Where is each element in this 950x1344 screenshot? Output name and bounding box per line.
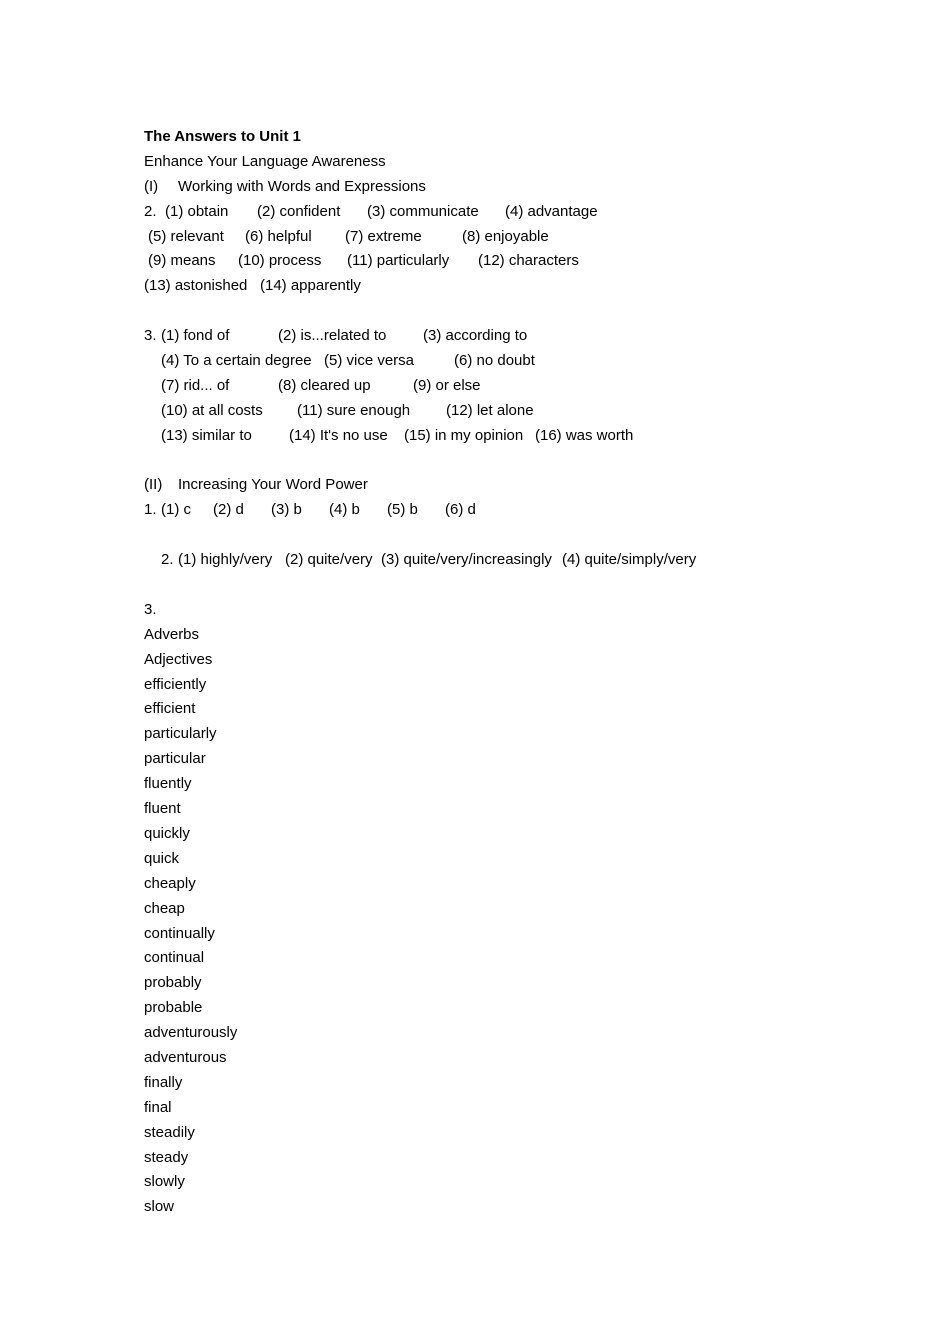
answer-item: (6) helpful xyxy=(245,227,312,245)
part1-q3-row-5 xyxy=(144,424,904,449)
answer-item: (5) b xyxy=(387,501,418,519)
adjectives-header: Adjectives xyxy=(144,650,213,668)
part1-q3-label: 3. xyxy=(144,327,157,345)
word-list-item: quickly xyxy=(144,824,190,842)
answer-item: (3) b xyxy=(271,501,302,519)
word-list-item: cheaply xyxy=(144,874,196,892)
answer-item: (6) no doubt xyxy=(454,352,535,370)
part1-q3-row-1 xyxy=(144,324,904,349)
word-list-item: slow xyxy=(144,1198,175,1216)
part1-q3-row-2 xyxy=(144,349,904,374)
word-list-item: quick xyxy=(144,849,180,867)
spacer xyxy=(144,299,904,324)
spacer xyxy=(144,523,904,548)
answer-item: (3) according to xyxy=(423,327,528,345)
answer-item: (6) d xyxy=(445,501,476,519)
part1-numeral: (I) xyxy=(144,177,159,195)
word-list-item: fluent xyxy=(144,800,181,818)
answer-item: (4) b xyxy=(329,501,360,519)
answer-item: (2) is...related to xyxy=(278,327,387,345)
part1-q2-row-4 xyxy=(144,274,904,299)
document-title: The Answers to Unit 1 xyxy=(144,128,301,145)
answer-item: (5) relevant xyxy=(148,227,224,245)
answer-item: (8) cleared up xyxy=(278,376,371,394)
answer-item: (12) characters xyxy=(478,252,579,270)
word-list-item: efficiently xyxy=(144,675,207,693)
part1-q2-row-2 xyxy=(144,225,904,250)
answer-item: (1) highly/very xyxy=(178,551,273,569)
answer-item: (16) was worth xyxy=(535,426,634,444)
word-list-item: adventurously xyxy=(144,1024,238,1042)
word-list-item: efficient xyxy=(144,700,196,718)
answer-item: (5) vice versa xyxy=(324,352,415,370)
part2-q1-label: 1. xyxy=(144,501,157,519)
adverbs-header: Adverbs xyxy=(144,625,200,643)
part2-title: Increasing Your Word Power xyxy=(178,476,368,494)
answer-item: (1) obtain xyxy=(165,202,229,220)
part1-q3-row-3 xyxy=(144,374,904,399)
part1-q2-row-3 xyxy=(144,249,904,274)
answer-item: (11) sure enough xyxy=(297,401,411,419)
part2-q2-label: 2. xyxy=(161,551,174,569)
document-body xyxy=(144,125,904,1220)
word-list-item: steadily xyxy=(144,1123,195,1141)
answer-item: (10) at all costs xyxy=(161,401,263,419)
answer-item: (1) fond of xyxy=(161,327,230,345)
answer-item: (9) means xyxy=(148,252,216,270)
answer-item: (14) It's no use xyxy=(289,426,388,444)
word-list-item: final xyxy=(144,1098,172,1116)
section-heading: Enhance Your Language Awareness xyxy=(144,152,386,170)
answer-item: (4) To a certain degree xyxy=(161,352,312,370)
word-list-item: probable xyxy=(144,999,203,1017)
part1-q3-row-4 xyxy=(144,399,904,424)
part2-q1-row xyxy=(144,498,904,523)
answer-item: (4) advantage xyxy=(505,202,598,220)
answer-item: (2) quite/very xyxy=(285,551,373,569)
part1-q2-row-1 xyxy=(144,200,904,225)
word-list-item: particular xyxy=(144,750,206,768)
answer-item: (2) confident xyxy=(257,202,341,220)
word-list-item: continually xyxy=(144,924,215,942)
answer-item: (10) process xyxy=(238,252,322,270)
answer-item: (13) astonished xyxy=(144,277,248,295)
answer-item: (7) extreme xyxy=(345,227,422,245)
word-list-item: fluently xyxy=(144,775,192,793)
answer-item: (2) d xyxy=(213,501,244,519)
answer-item: (3) quite/very/increasingly xyxy=(381,551,552,569)
answer-item: (9) or else xyxy=(413,376,481,394)
word-list-item: probably xyxy=(144,974,202,992)
word-list-item: adventurous xyxy=(144,1048,227,1066)
word-list-item: slowly xyxy=(144,1173,185,1191)
part2-q3-label: 3. xyxy=(144,600,157,618)
part2-heading xyxy=(144,473,904,498)
answer-item: (3) communicate xyxy=(367,202,479,220)
answer-item: (1) c xyxy=(161,501,191,519)
word-list-item: particularly xyxy=(144,725,217,743)
answer-item: (7) rid... of xyxy=(161,376,230,394)
spacer xyxy=(144,449,904,474)
part1-title: Working with Words and Expressions xyxy=(178,177,426,195)
part1-q2-label: 2. xyxy=(144,202,157,220)
answer-item: (12) let alone xyxy=(446,401,534,419)
answer-item: (13) similar to xyxy=(161,426,252,444)
answer-item: (14) apparently xyxy=(260,277,361,295)
answer-item: (8) enjoyable xyxy=(462,227,549,245)
word-list-item: steady xyxy=(144,1148,189,1166)
answer-item: (15) in my opinion xyxy=(404,426,524,444)
word-list xyxy=(144,673,904,1221)
answer-item: (11) particularly xyxy=(347,252,450,270)
spacer xyxy=(144,573,904,598)
answer-item: (4) quite/simply/very xyxy=(562,551,697,569)
part2-q2-row xyxy=(144,548,904,573)
word-list-item: cheap xyxy=(144,899,185,917)
word-list-item: continual xyxy=(144,949,205,967)
part2-numeral: (II) xyxy=(144,476,163,494)
word-list-item: finally xyxy=(144,1073,183,1091)
part1-heading xyxy=(144,175,904,200)
